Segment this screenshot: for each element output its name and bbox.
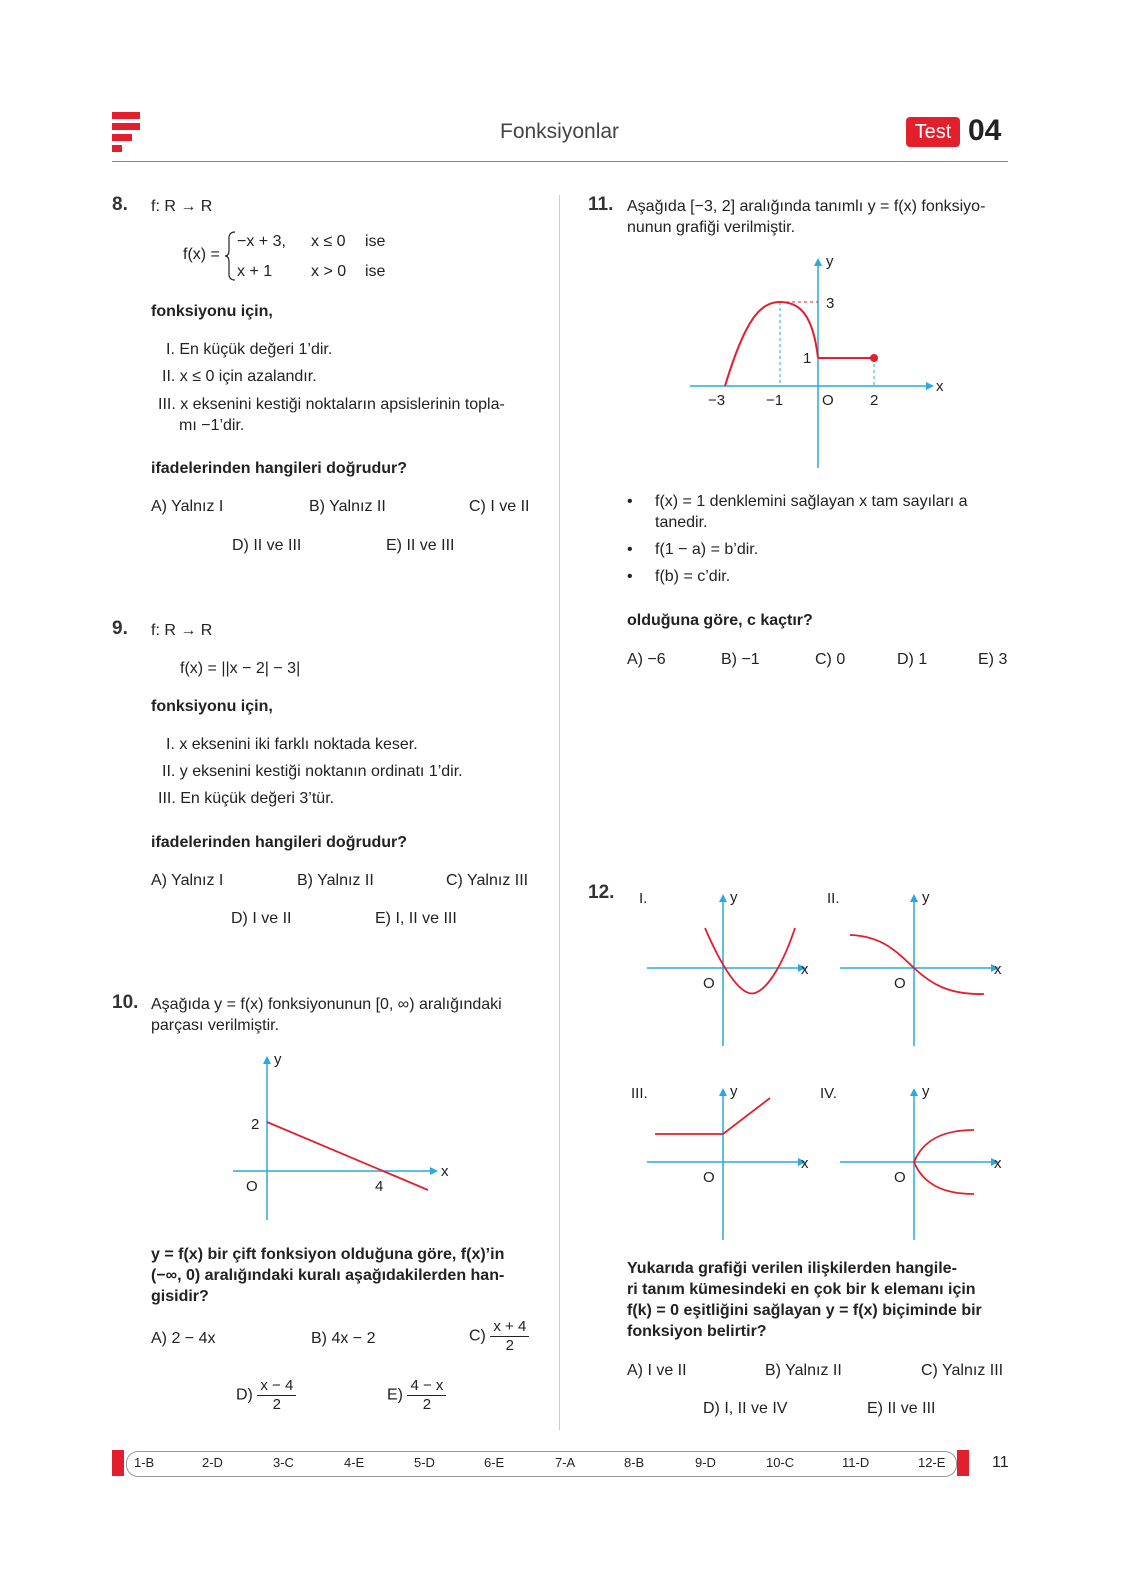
q11-origin: O [822, 392, 834, 409]
q10-option-e-prefix: E) [387, 1386, 403, 1404]
q8-statement-3b: mı −1’dir. [179, 417, 245, 434]
q8-number: 8. [112, 194, 128, 215]
q9-option-e[interactable]: E) I, II ve III [375, 910, 457, 927]
q11-option-a[interactable]: A) −6 [627, 651, 666, 668]
q10-line1: Aşağıda y = f(x) fonksiyonunun [0, ∞) aralığındaki [151, 996, 502, 1013]
answer-5: 5-D [414, 1455, 435, 1470]
q12-graph1 [645, 888, 815, 1048]
answer-key-right-cap [957, 1450, 969, 1476]
answer-12: 12-E [918, 1455, 946, 1470]
q8-domain: f: R → R [151, 198, 213, 215]
q8-option-b[interactable]: B) Yalnız II [309, 498, 386, 515]
q10-option-a[interactable]: A) 2 − 4x [151, 1330, 216, 1347]
q12-graph2-y: y [922, 889, 930, 906]
page-title: Fonksiyonlar [500, 120, 620, 143]
q9-statement-3: III. En küçük değeri 3’tür. [158, 790, 335, 807]
q12-question-3: f(k) = 0 eşitliğini sağlayan y = f(x) biçiminde bir [627, 1302, 982, 1319]
q10-option-c-num: x + 4 [490, 1318, 529, 1337]
q8-option-a[interactable]: A) Yalnız I [151, 498, 224, 515]
answer-11: 11-D [842, 1455, 870, 1470]
q11-y-arrow [814, 258, 822, 266]
q10-question-2: (−∞, 0) aralığındaki kuralı aşağıdakilerden han- [151, 1267, 505, 1284]
q11-line1: Aşağıda [−3, 2] aralığında tanımlı y = f(x) fonksiyo- [627, 198, 986, 215]
q10-x-arrow [430, 1167, 438, 1175]
q10-x-tick: 4 [375, 1178, 384, 1195]
q8-case1-cond: x ≤ 0 [311, 233, 346, 250]
answer-4: 4-E [344, 1455, 365, 1470]
header-divider [112, 161, 1008, 162]
q10-x-label: x [441, 1163, 449, 1180]
q11-parabola-segment [725, 302, 818, 386]
q10-graph [230, 1050, 460, 1225]
q8-statement-2: II. x ≤ 0 için azalandır. [162, 368, 317, 385]
q12-graph3 [645, 1082, 815, 1242]
q9-option-c[interactable]: C) Yalnız III [446, 872, 529, 889]
q10-number: 10. [112, 992, 139, 1013]
q8-statement-3a: III. x eksenini kestiği noktaların apsislerinin topla- [158, 396, 505, 413]
q10-option-d[interactable] [236, 1377, 296, 1414]
q12-question-2: ri tanım kümesindeki en çok bir k elemanı için [627, 1281, 976, 1298]
q12-graph1-x: x [801, 961, 809, 978]
q11-question: olduğuna göre, c kaçtır? [627, 612, 813, 629]
q10-option-d-den: 2 [272, 1396, 281, 1413]
q11-option-d[interactable]: D) 1 [897, 651, 928, 668]
q8-case2-expr: x + 1 [237, 263, 273, 280]
q11-x-tick-2: 2 [870, 392, 879, 409]
q10-origin: O [246, 1178, 258, 1195]
q9-formula: f(x) = ||x − 2| − 3| [180, 660, 301, 677]
q10-question-1: y = f(x) bir çift fonksiyon olduğuna göre, f(x)’in [151, 1246, 505, 1263]
column-divider [559, 195, 560, 1430]
brand-logo [112, 112, 142, 152]
answer-2: 2-D [202, 1455, 223, 1470]
test-badge: Test [906, 117, 960, 147]
q11-x-arrow [926, 382, 934, 390]
q11-option-e[interactable]: E) 3 [978, 651, 1008, 668]
q8-intro: fonksiyonu için, [151, 303, 273, 320]
q12-graph2-roman: II. [827, 890, 840, 907]
q12-graph3-piecewise [655, 1098, 770, 1134]
q12-graph3-y: y [730, 1083, 738, 1100]
test-number: 04 [968, 114, 1002, 147]
q10-y-label: y [274, 1051, 282, 1068]
q11-option-b[interactable]: B) −1 [721, 651, 760, 668]
q12-option-c[interactable]: C) Yalnız III [921, 1362, 1004, 1379]
q10-option-c-den: 2 [505, 1337, 514, 1354]
q12-graph2-curve [850, 935, 984, 994]
q10-option-c-fraction [490, 1318, 529, 1355]
q11-graph [685, 250, 950, 472]
q12-graph2-o: O [894, 975, 906, 992]
q10-y-arrow [263, 1056, 271, 1064]
q11-y-tick-3: 3 [826, 295, 835, 312]
q12-option-b[interactable]: B) Yalnız II [765, 1362, 842, 1379]
q12-graph4-y: y [922, 1083, 930, 1100]
q12-graph1-y: y [730, 889, 738, 906]
q11-y-tick-1: 1 [803, 350, 812, 367]
q12-graph3-roman: III. [631, 1085, 648, 1102]
q8-option-e[interactable]: E) II ve III [386, 537, 455, 554]
answer-key-left-cap [112, 1450, 124, 1476]
q12-graph4-x: x [994, 1155, 1002, 1172]
q8-statement-1: I. En küçük değeri 1’dir. [166, 341, 333, 358]
q8-question: ifadelerinden hangileri doğrudur? [151, 460, 408, 477]
q12-option-e[interactable]: E) II ve III [867, 1400, 936, 1417]
q12-graph2-x: x [994, 961, 1002, 978]
q10-option-d-num: x − 4 [257, 1377, 296, 1396]
q10-option-d-fraction [257, 1377, 296, 1414]
q11-number: 11. [588, 194, 614, 215]
q8-case2-cond: x > 0 [311, 263, 347, 280]
answer-key-row [126, 1451, 955, 1475]
q12-graph3-x: x [801, 1155, 809, 1172]
q9-domain: f: R → R [151, 622, 213, 639]
q10-option-e-fraction [407, 1377, 446, 1414]
q12-graph3-o: O [703, 1169, 715, 1186]
answer-6: 6-E [484, 1455, 505, 1470]
q9-number: 9. [112, 618, 128, 639]
q11-x-tick-minus1: −1 [766, 392, 784, 409]
q11-bullet-1b: tanedir. [655, 514, 708, 531]
q8-option-c[interactable]: C) I ve II [469, 498, 530, 515]
q8-option-d[interactable]: D) II ve III [232, 537, 302, 554]
q10-function-line [267, 1122, 428, 1190]
q10-option-d-prefix: D) [236, 1386, 253, 1404]
q11-bullet-2: f(1 − a) = b’dir. [655, 541, 759, 558]
q8-f-lhs: f(x) = [183, 246, 220, 263]
answer-8: 8-B [624, 1455, 645, 1470]
q11-bullet-1a: f(x) = 1 denklemini sağlayan x tam sayıları a [655, 493, 968, 510]
q8-case1-ise: ise [365, 233, 386, 250]
answer-3: 3-C [273, 1455, 294, 1470]
q12-question-4: fonksiyon belirtir? [627, 1323, 767, 1340]
q12-graph1-parabola [705, 928, 795, 993]
q10-y-tick: 2 [251, 1116, 260, 1133]
q11-y-label: y [826, 253, 834, 270]
q12-graph2 [838, 888, 1008, 1048]
q12-question-1: Yukarıda grafiği verilen ilişkilerden hangile- [627, 1260, 957, 1277]
q10-option-b[interactable]: B) 4x − 2 [311, 1330, 376, 1347]
q11-endpoint-dot [870, 354, 878, 362]
q10-option-e-num: 4 − x [407, 1377, 446, 1396]
q12-number: 12. [588, 882, 615, 903]
q12-graph1-o: O [703, 975, 715, 992]
q8-case1-expr: −x + 3, [237, 233, 286, 250]
q11-line2: nunun grafiği verilmiştir. [627, 219, 796, 236]
q12-option-d[interactable]: D) I, II ve IV [703, 1400, 788, 1417]
q9-option-a[interactable]: A) Yalnız I [151, 872, 224, 889]
q9-option-d[interactable]: D) I ve II [231, 910, 292, 927]
answer-1: 1-B [134, 1455, 155, 1470]
q12-graph1-roman: I. [639, 890, 648, 907]
q8-case2-ise: ise [365, 263, 386, 280]
q12-graph4-roman: IV. [820, 1085, 837, 1102]
q11-option-c[interactable]: C) 0 [815, 651, 846, 668]
answer-10: 10-C [766, 1455, 795, 1470]
q12-option-a[interactable]: A) I ve II [627, 1362, 687, 1379]
q12-graph4 [838, 1082, 1008, 1242]
q10-option-e-den: 2 [422, 1396, 432, 1413]
q9-intro: fonksiyonu için, [151, 698, 273, 715]
q10-option-e[interactable] [387, 1377, 446, 1414]
answer-7: 7-A [555, 1455, 576, 1470]
q9-statement-1: I. x eksenini iki farklı noktada keser. [166, 736, 418, 753]
q9-question: ifadelerinden hangileri doğrudur? [151, 834, 408, 851]
q11-bullet-3: f(b) = c’dir. [655, 568, 731, 585]
q11-bullet-1-dot: • [627, 493, 633, 510]
q9-option-b[interactable]: B) Yalnız II [297, 872, 374, 889]
q11-x-tick-minus3: −3 [708, 392, 726, 409]
q10-line2: parçası verilmiştir. [151, 1017, 280, 1034]
q10-option-c[interactable] [469, 1318, 529, 1355]
answer-9: 9-D [695, 1455, 716, 1470]
q12-graph4-o: O [894, 1169, 906, 1186]
page-number: 11 [992, 1454, 1009, 1471]
q11-bullet-2-dot: • [627, 541, 633, 558]
q9-statement-2: II. y eksenini kestiği noktanın ordinatı 1’dir. [162, 763, 463, 780]
q10-question-3: gisidir? [151, 1288, 209, 1305]
q10-option-c-prefix: C) [469, 1327, 486, 1345]
q11-bullet-3-dot: • [627, 568, 633, 585]
piecewise-brace [225, 230, 237, 282]
q11-x-label: x [936, 378, 944, 395]
